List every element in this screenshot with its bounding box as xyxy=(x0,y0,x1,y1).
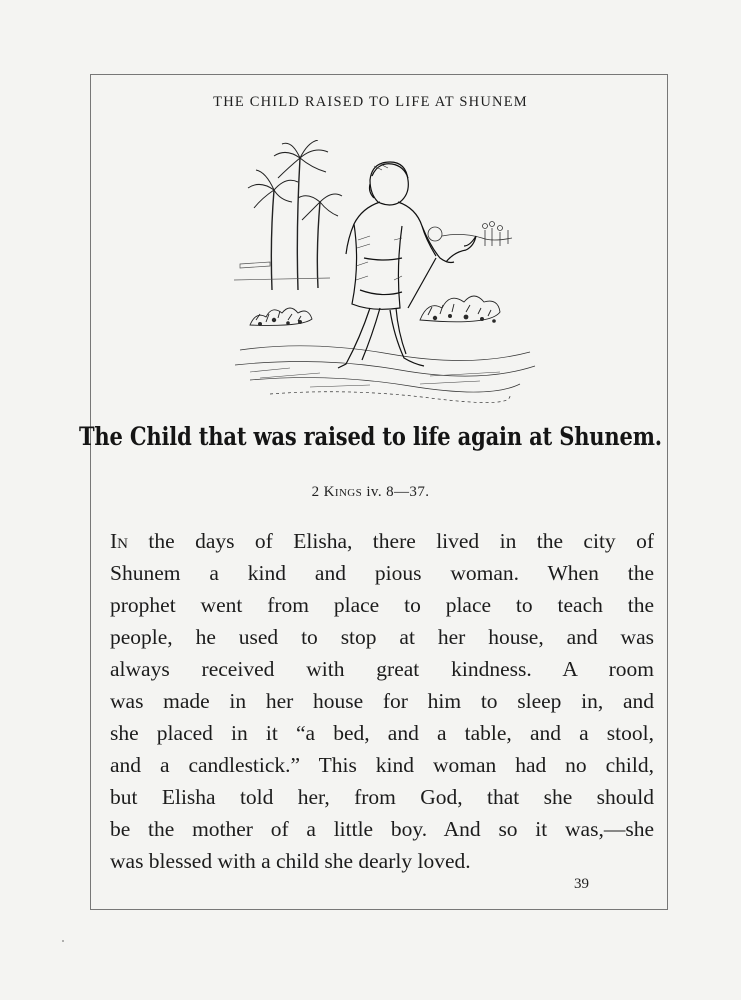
text-line: Shunem a kind and pious woman. When the xyxy=(110,561,654,585)
text-line: prophet went from place to place to teach the xyxy=(110,593,654,617)
text-line: was blessed with a child she dearly loved. xyxy=(110,849,471,873)
reference-locator: iv. 8—37. xyxy=(362,484,430,500)
text-line: but Elisha told her, from God, that she should xyxy=(110,785,654,809)
text-line-content: the days of Elisha, there lived in the city of xyxy=(128,529,654,553)
running-head: THE CHILD RAISED TO LIFE AT SHUNEM xyxy=(213,94,528,110)
chapter-title: The Child that was raised to life again at Shunem. xyxy=(78,422,662,451)
scripture-reference xyxy=(0,484,741,501)
paper-speck xyxy=(62,940,64,942)
text-line xyxy=(110,525,654,557)
text-line: people, he used to stop at her house, and was xyxy=(110,625,654,649)
text-line: be the mother of a little boy. And so it was,—she xyxy=(110,817,654,841)
text-line: was made in her house for him to sleep in, and xyxy=(110,689,654,713)
page-number: 39 xyxy=(574,876,589,892)
text-line: and a candlestick.” This kind woman had no child, xyxy=(110,753,654,777)
reference-book: 2 Kings xyxy=(311,484,363,500)
text-line: she placed in it “a bed, and a table, and a stool, xyxy=(110,721,654,745)
engraving-boy-in-field-illustration xyxy=(230,140,540,405)
text-line: always received with great kindness. A room xyxy=(110,657,654,681)
body-text xyxy=(110,525,654,877)
drop-initial-word: In xyxy=(110,529,128,553)
